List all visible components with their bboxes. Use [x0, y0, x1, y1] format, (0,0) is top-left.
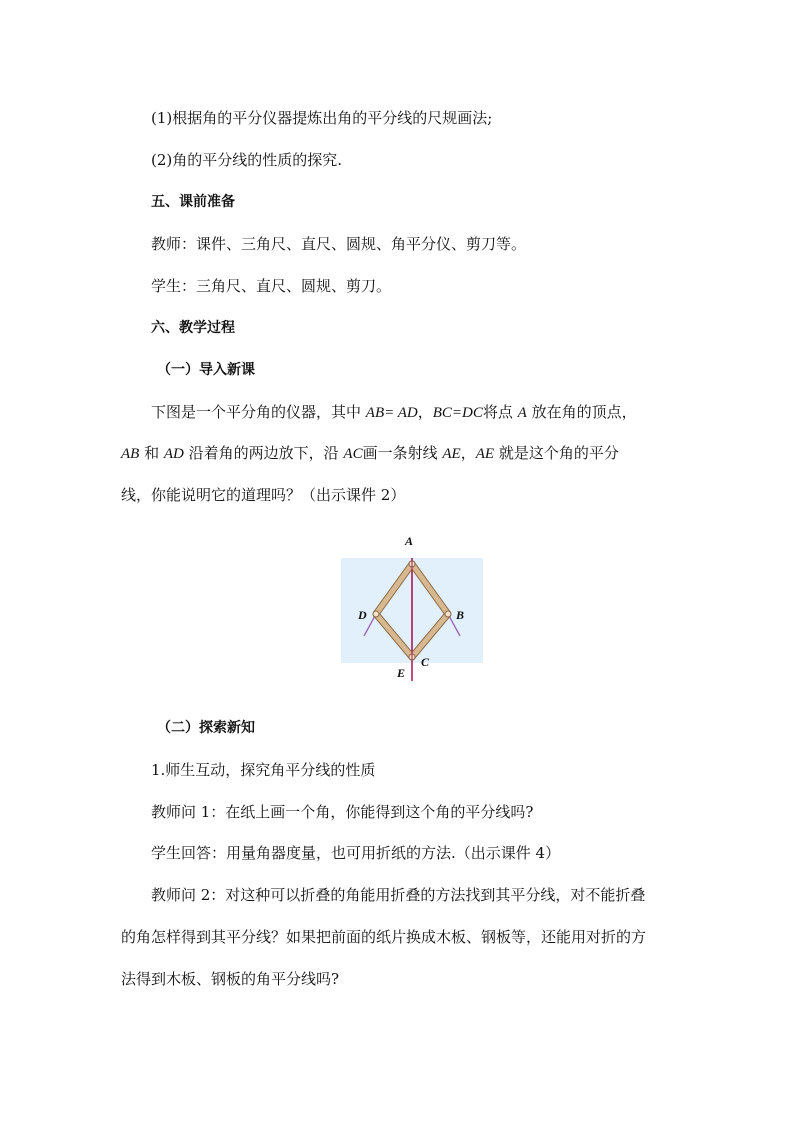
label-c: C: [421, 655, 430, 669]
paragraph-line: 线，你能说明它的道理吗？（出示课件 2）: [121, 486, 406, 504]
angle-bisector-instrument-figure: [330, 530, 500, 685]
text-line: (1)根据角的平分仪器提炼出角的平分线的尺规画法;: [151, 109, 493, 127]
section-heading: 六、教学过程: [151, 320, 235, 336]
paragraph-line: AB 和 AD 沿着角的两边放下，沿 AC画一条射线 AE，AE 就是这个角的平分: [121, 444, 619, 462]
subsection-heading: （二）探索新知: [157, 720, 255, 736]
text-line: 学生回答：用量角器度量，也可用折纸的方法.（出示课件 4）: [151, 844, 561, 862]
subsection-heading: （一）导入新课: [157, 362, 255, 378]
text-line: 学生：三角尺、直尺、圆规、剪刀。: [151, 277, 392, 295]
paragraph-line: 的角怎样得到其平分线？如果把前面的纸片换成木板、钢板等，还能用对折的方: [121, 928, 647, 946]
paragraph-line: 教师问 2：对这种可以折叠的角能用折叠的方法找到其平分线，对不能折叠: [151, 886, 646, 904]
paragraph-line: 下图是一个平分角的仪器，其中 AB= AD，BC=DC将点 A 放在角的顶点，: [151, 403, 637, 421]
label-e: E: [397, 666, 406, 680]
text-line: (2)角的平分线的性质的探究.: [151, 151, 343, 169]
section-heading: 五、课前准备: [151, 194, 235, 210]
paragraph-line: 法得到木板、钢板的角平分线吗?: [121, 970, 340, 988]
text-line: 教师问 1：在纸上画一个角，你能得到这个角的平分线吗?: [151, 803, 534, 821]
label-d: D: [358, 608, 367, 622]
label-a: A: [405, 534, 414, 548]
label-b: B: [456, 608, 465, 622]
text-line: 教师：课件、三角尺、直尺、圆规、角平分仪、剪刀等。: [151, 235, 527, 253]
text-line: 1.师生互动，探究角平分线的性质: [151, 761, 376, 779]
